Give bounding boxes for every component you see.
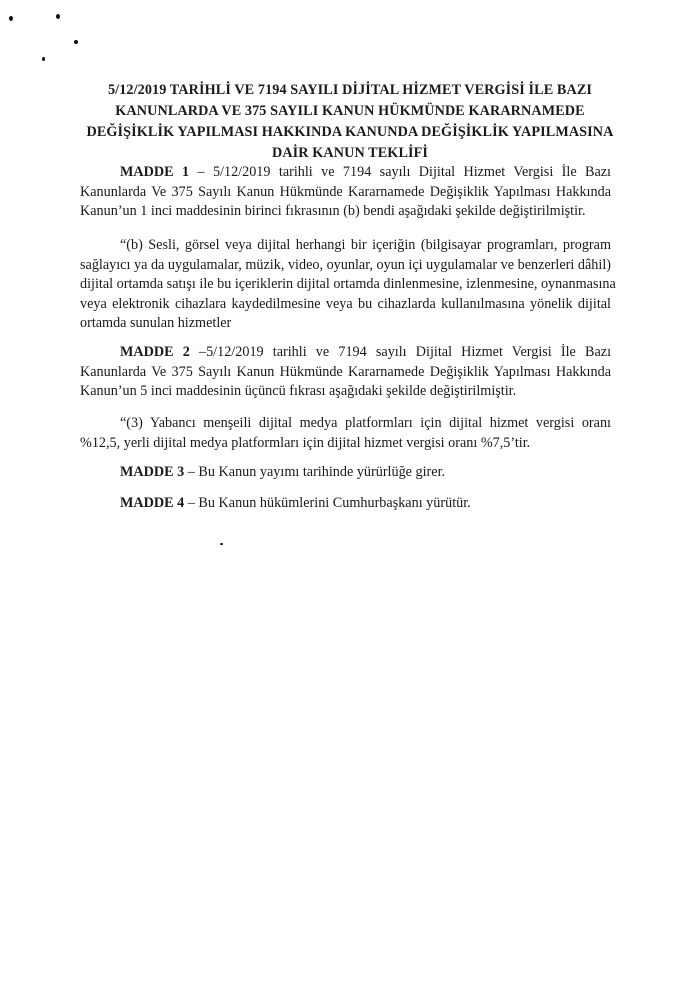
- article-1-line: [80, 163, 611, 183]
- article-2-label: MADDE 2: [120, 344, 190, 360]
- article-4-label: MADDE 4: [120, 495, 185, 511]
- article-1-label: MADDE 1: [120, 164, 190, 180]
- article-4: [120, 494, 471, 514]
- article-1-line: Kanunlarda Ve 375 Sayılı Kanun Hükmünde Kararnamede Değişiklik Yapılması Hakkında: [80, 183, 611, 200]
- scan-speck: [56, 14, 60, 19]
- title-line: KANUNLARDA VE 375 SAYILI KANUN HÜKMÜNDE KARARNAMEDE: [115, 103, 585, 119]
- article-2-line: [80, 343, 611, 363]
- title-line: DEĞİŞİKLİK YAPILMASI HAKKINDA KANUNDA DEĞİŞİKLİK YAPILMASINA: [86, 124, 614, 140]
- scan-speck: [42, 57, 45, 61]
- amendment-b-line: dijital ortamda satışı ile bu içeriklerin dijital ortamda dinlenmesine, izlenmesine, oynanmasına: [80, 276, 616, 292]
- scan-speck: [74, 40, 78, 44]
- amendment-b-line: sağlayıcı ya da uygulamalar, müzik, video, oyunlar, oyun içi uygulamalar ve benzerleri dâhil): [80, 256, 611, 273]
- amendment-b-line: “(b) Sesli, görsel veya dijital herhangi bir içeriğin (bilgisayar programları, program: [120, 237, 611, 253]
- scan-speck: [220, 543, 223, 545]
- document-title: [70, 80, 630, 164]
- amendment-b-line: ortamda sunulan hizmetler: [80, 315, 232, 331]
- article-3-text: – Bu Kanun yayımı tarihinde yürürlüğe girer.: [184, 464, 446, 480]
- title-line: DAİR KANUN TEKLİFİ: [271, 145, 429, 161]
- article-1-line: Kanun’un 1 inci maddesinin birinci fıkrasının (b) bendi aşağıdaki şekilde değiştirilmiştir.: [80, 203, 586, 219]
- amendment-3-line: %12,5, yerli dijital medya platformları için dijital hizmet vergisi oranı %7,5’tir.: [80, 434, 531, 451]
- article-1: [80, 163, 611, 222]
- article-2-text: –5/12/2019 tarihli ve 7194 sayılı Dijital Hizmet Vergisi İle Bazı: [189, 344, 612, 360]
- amendment-b-line: veya elektronik cihazlara kaydedilmesine veya bu cihazlarda kullanılmasına yönelik dijital: [80, 295, 611, 312]
- article-3: [120, 463, 445, 483]
- article-2: [80, 343, 611, 402]
- article-4-text: – Bu Kanun hükümlerini Cumhurbaşkanı yürütür.: [184, 495, 471, 511]
- title-line: 5/12/2019 TARİHLİ VE 7194 SAYILI DİJİTAL HİZMET VERGİSİ İLE BAZI: [107, 82, 593, 98]
- amendment-3-line: “(3) Yabancı menşeili dijital medya platformları için dijital hizmet vergisi oranı: [120, 415, 611, 431]
- article-2-line: Kanunlarda Ve 375 Sayılı Kanun Hükmünde Kararnamede Değişiklik Yapılması Hakkında: [80, 363, 611, 380]
- article-1-text: – 5/12/2019 tarihli ve 7194 sayılı Dijital Hizmet Vergisi İle Bazı: [189, 164, 612, 180]
- amendment-text-b: [80, 236, 616, 334]
- article-3-label: MADDE 3: [120, 464, 185, 480]
- scan-speck: [9, 16, 13, 21]
- article-2-line: Kanun’un 5 inci maddesinin üçüncü fıkrası aşağıdaki şekilde değiştirilmiştir.: [80, 383, 517, 399]
- amendment-text-3: [80, 414, 611, 453]
